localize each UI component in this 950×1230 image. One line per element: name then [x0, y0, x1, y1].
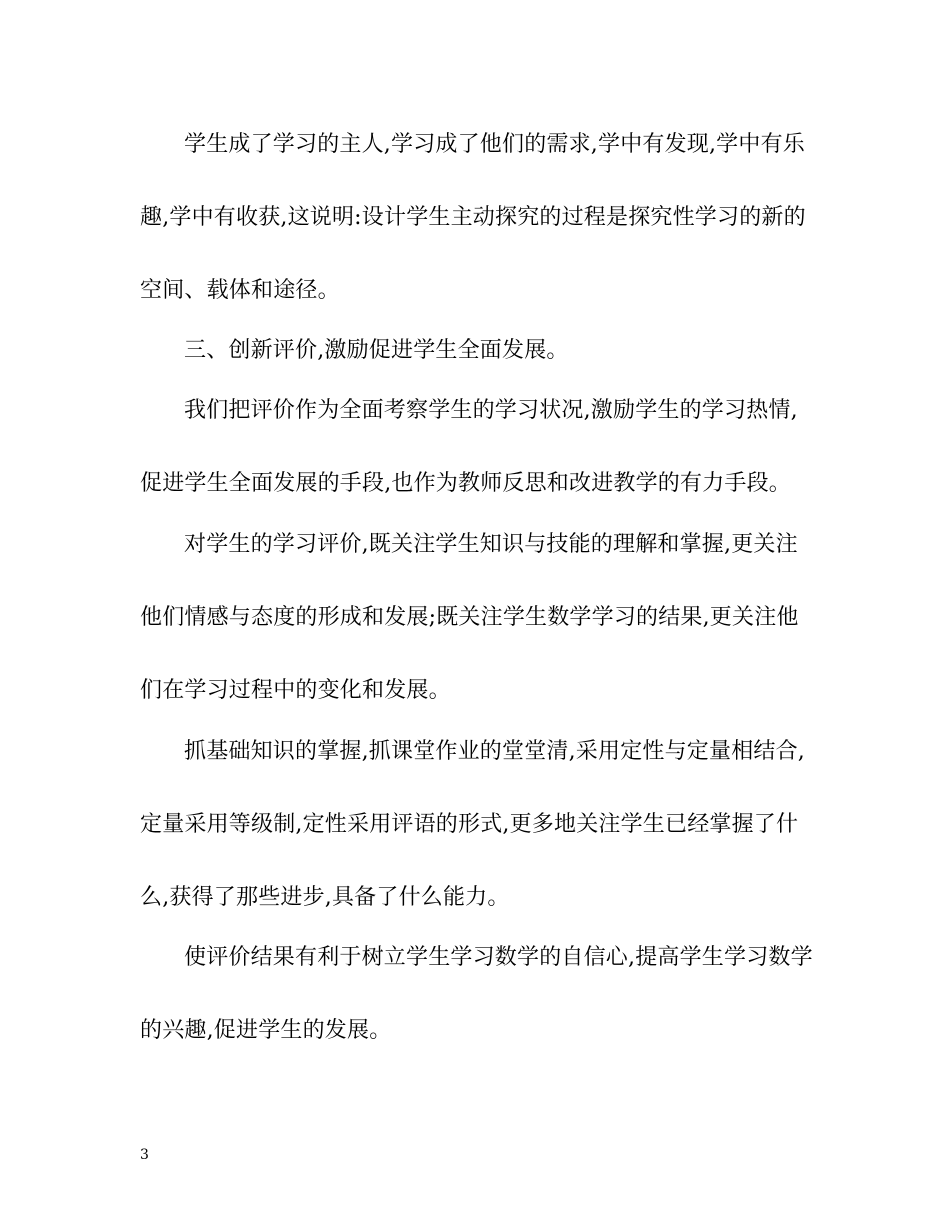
paragraph-line: 的兴趣,促进学生的发展。	[140, 1018, 392, 1043]
paragraph-line: 定量采用等级制,定性采用评语的形式,更多地关注学生已经掌握了什	[140, 812, 799, 837]
paragraph-line: 我们把评价作为全面考察学生的学习状况,激励学生的学习热情,	[184, 398, 798, 423]
paragraph-line: 空间、载体和途径。	[140, 278, 340, 303]
page-number: 3	[140, 1147, 149, 1163]
paragraph-line: 促进学生全面发展的手段,也作为教师反思和改进教学的有力手段。	[140, 471, 791, 496]
paragraph-line: 他们情感与态度的形成和发展;既关注学生数学学习的结果,更关注他	[140, 605, 799, 630]
paragraph-line: 么,获得了那些进步,具备了什么能力。	[140, 885, 510, 910]
paragraph-line: 们在学习过程中的变化和发展。	[140, 678, 451, 703]
paragraph-line: 对学生的学习评价,既关注学生知识与技能的理解和掌握,更关注	[184, 532, 798, 557]
paragraph-line: 学生成了学习的主人,学习成了他们的需求,学中有发现,学中有乐	[184, 132, 805, 157]
paragraph-line: 使评价结果有利于树立学生学习数学的自信心,提高学生学习数学	[184, 945, 813, 970]
section-heading: 三、创新评价,激励促进学生全面发展。	[184, 338, 569, 363]
paragraph-line: 抓基础知识的掌握,抓课堂作业的堂堂清,采用定性与定量相结合,	[184, 739, 805, 764]
paragraph-line: 趣,学中有收获,这说明:设计学生主动探究的过程是探究性学习的新的	[140, 205, 806, 230]
